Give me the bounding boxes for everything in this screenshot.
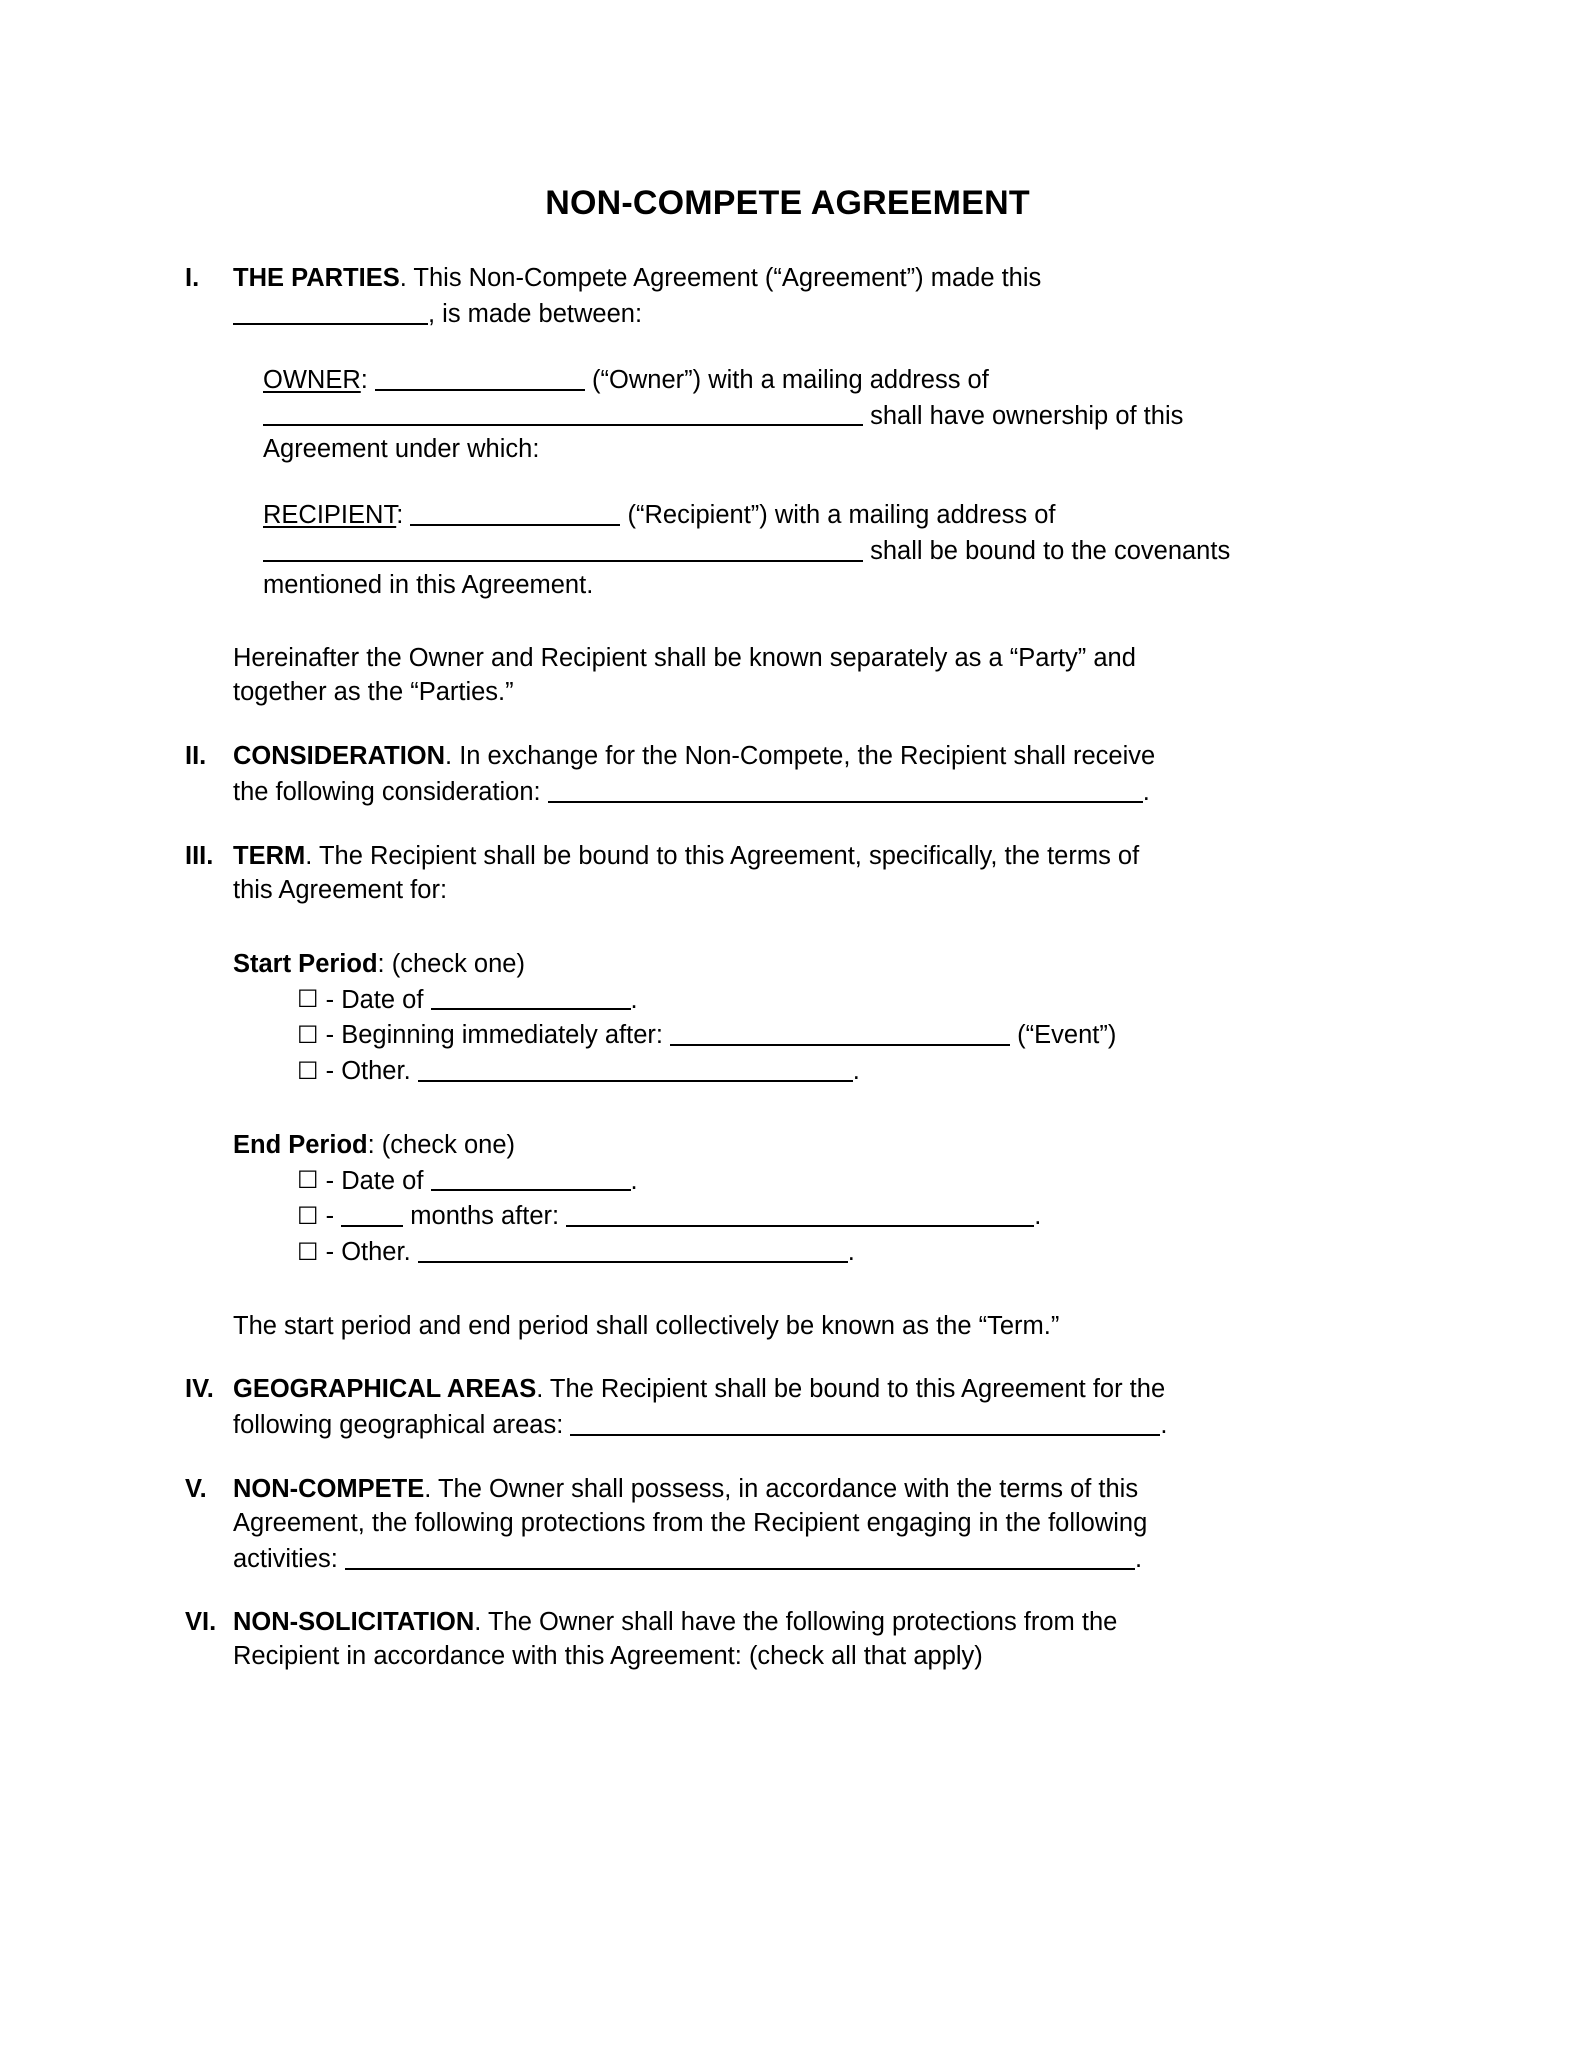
hereinafter-paragraph — [233, 642, 1390, 710]
owner-block — [263, 362, 1390, 467]
section-term — [185, 840, 1390, 908]
owner-after-name-text: (“Owner”) with a mailing address of — [592, 365, 989, 394]
hereinafter-line-2: together as the “Parties.” — [233, 678, 514, 707]
section-heading-non-compete: NON-COMPETE — [233, 1475, 425, 1503]
owner-colon: : — [360, 365, 368, 394]
non-compete-activities-field[interactable] — [345, 1541, 1135, 1570]
recipient-label: RECIPIENT — [263, 500, 397, 529]
checkbox-icon[interactable]: ☐ — [297, 985, 319, 1014]
section-text-4c: . — [1160, 1411, 1168, 1440]
consideration-field[interactable] — [548, 774, 1143, 803]
start-period-label: Start Period — [233, 949, 378, 978]
section-non-solicitation — [185, 1606, 1390, 1674]
checkbox-icon[interactable]: ☐ — [297, 1201, 319, 1230]
section-body-4 — [233, 1373, 1390, 1443]
section-text-6a: . The Owner shall have the following protections from the — [474, 1608, 1118, 1637]
option-dash: - — [325, 1201, 335, 1230]
section-body-3 — [233, 840, 1390, 908]
recipient-colon: : — [396, 500, 404, 529]
section-geographical-areas — [185, 1373, 1390, 1443]
document-body — [185, 0, 1390, 1674]
section-text-5b: Agreement, the following protections from the Recipient engaging in the following — [233, 1508, 1148, 1537]
recipient-after-address-text: shall be bound to the covenants — [870, 536, 1231, 565]
section-text-2a: . In exchange for the Non-Compete, the Recipient shall receive — [445, 742, 1156, 771]
option-label: months after: — [410, 1201, 560, 1230]
section-numeral-4: IV. — [185, 1375, 214, 1404]
section-heading-geographical-areas: GEOGRAPHICAL AREAS — [233, 1375, 537, 1404]
geographical-areas-field[interactable] — [570, 1407, 1160, 1436]
section-text-5c: activities: — [233, 1544, 338, 1573]
section-numeral-2: II. — [185, 742, 207, 771]
end-period-option-other[interactable] — [297, 1234, 1390, 1270]
section-text-3a: . The Recipient shall be bound to this Agreement, specifically, the terms of — [305, 841, 1140, 870]
start-other-field[interactable] — [418, 1053, 853, 1082]
section-heading-the-parties: THE PARTIES — [233, 264, 400, 293]
recipient-name-field[interactable] — [410, 497, 620, 526]
owner-address-field[interactable] — [263, 398, 863, 427]
option-label: Beginning immediately after: — [341, 1021, 663, 1050]
start-event-field[interactable] — [670, 1017, 1010, 1046]
checkbox-icon[interactable]: ☐ — [297, 1166, 319, 1195]
start-period-option-date[interactable] — [297, 982, 1390, 1018]
start-period-group — [233, 948, 1390, 982]
option-dash: - — [325, 1021, 335, 1050]
option-label: Date of — [341, 985, 424, 1014]
end-date-field[interactable] — [431, 1163, 631, 1192]
section-non-compete — [185, 1473, 1390, 1576]
section-intro-1b: , is made between: — [428, 300, 643, 329]
option-suffix: . — [847, 1237, 855, 1266]
checkbox-icon[interactable]: ☐ — [297, 1237, 319, 1266]
option-suffix: . — [1034, 1201, 1042, 1230]
start-date-field[interactable] — [431, 982, 631, 1011]
recipient-after-name-text: (“Recipient”) with a mailing address of — [627, 500, 1056, 529]
section-the-parties — [185, 262, 1390, 332]
end-period-instruction: : (check one) — [367, 1130, 516, 1159]
option-label: Other. — [341, 1237, 411, 1266]
owner-after-address-text: shall have ownership of this — [870, 401, 1184, 430]
section-text-2c: . — [1142, 777, 1150, 806]
section-text-3b: this Agreement for: — [233, 875, 448, 904]
option-dash: - — [325, 1166, 335, 1195]
option-suffix: (“Event”) — [1017, 1021, 1117, 1050]
section-text-5a: . The Owner shall possess, in accordance with the terms of this — [424, 1475, 1139, 1503]
section-text-5d: . — [1134, 1544, 1143, 1573]
option-dash: - — [325, 1237, 335, 1266]
end-period-label: End Period — [233, 1130, 368, 1159]
start-period-option-event[interactable] — [297, 1017, 1390, 1053]
section-intro-1a: . This Non-Compete Agreement (“Agreement”) made this — [399, 264, 1042, 293]
option-label: Date of — [341, 1166, 424, 1195]
end-other-field[interactable] — [418, 1234, 848, 1263]
owner-name-field[interactable] — [375, 362, 585, 391]
section-numeral-6: VI. — [185, 1608, 217, 1637]
section-body-6 — [233, 1606, 1390, 1674]
recipient-address-field[interactable] — [263, 533, 863, 562]
option-dash: - — [325, 1056, 335, 1085]
end-period-option-months[interactable] — [297, 1198, 1390, 1234]
start-period-instruction: : (check one) — [377, 949, 525, 978]
date-blank-field[interactable] — [233, 296, 428, 325]
section-body-5 — [233, 1473, 1390, 1576]
option-label: Other. — [341, 1056, 411, 1085]
section-heading-non-solicitation: NON-SOLICITATION — [233, 1608, 475, 1637]
recipient-block — [263, 497, 1390, 602]
owner-tail-text: Agreement under which: — [263, 435, 540, 464]
end-months-reference-field[interactable] — [566, 1198, 1034, 1227]
section-body-1 — [233, 262, 1390, 332]
option-dash: - — [325, 985, 335, 1014]
end-period-group — [233, 1129, 1390, 1163]
section-numeral-1: I. — [185, 264, 200, 293]
checkbox-icon[interactable]: ☐ — [297, 1056, 319, 1085]
end-period-option-date[interactable] — [297, 1163, 1390, 1199]
section-numeral-3: III. — [185, 841, 214, 870]
section-numeral-5: V. — [185, 1475, 207, 1503]
hereinafter-line-1: Hereinafter the Owner and Recipient shall be known separately as a “Party” and — [233, 644, 1136, 673]
owner-label: OWNER — [263, 365, 361, 394]
section-body-2 — [233, 740, 1390, 810]
option-suffix: . — [852, 1056, 860, 1085]
page-title: NON-COMPETE AGREEMENT — [545, 184, 1030, 222]
section-consideration — [185, 740, 1390, 810]
recipient-tail-text: mentioned in this Agreement. — [263, 570, 594, 599]
end-months-count-field[interactable] — [341, 1198, 403, 1227]
section-heading-term: TERM — [233, 841, 306, 870]
section-text-6b: Recipient in accordance with this Agreement: (check all that apply) — [233, 1642, 983, 1671]
section-text-4b: following geographical areas: — [233, 1411, 564, 1440]
option-suffix: . — [630, 985, 638, 1014]
option-suffix: . — [630, 1166, 638, 1195]
term-note-paragraph: The start period and end period shall collectively be known as the “Term.” — [233, 1311, 1060, 1340]
section-text-4a: . The Recipient shall be bound to this Agreement for the — [536, 1375, 1166, 1404]
checkbox-icon[interactable]: ☐ — [297, 1021, 319, 1050]
section-heading-consideration: CONSIDERATION — [233, 742, 446, 771]
section-text-2b: the following consideration: — [233, 777, 541, 806]
start-period-option-other[interactable] — [297, 1053, 1390, 1089]
